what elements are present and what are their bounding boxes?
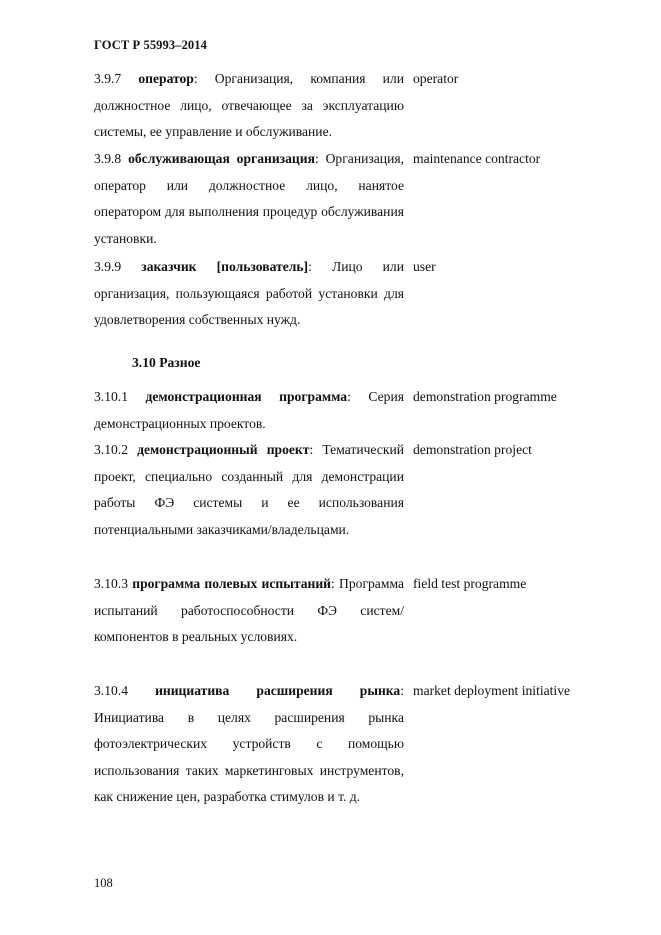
english-term-demonstration-programme: demonstration programme [413, 389, 557, 404]
document-header: ГОСТ Р 55993–2014 [94, 38, 207, 52]
entry-number: 3.10.2 [94, 442, 128, 457]
glossary-entry-3-9-9 [94, 254, 404, 334]
glossary-entry-3-10-3 [94, 571, 404, 651]
entry-number: 3.10.1 [94, 389, 128, 404]
entry-definition: : Лицо или организация, пользующаяся работой установки для удовлетворения собственных нужд. [94, 259, 404, 327]
english-term-user: user [413, 259, 436, 274]
entry-definition: : Организация, компания или должностное лицо, отвечающее за эксплуатацию системы, ее управление и обслуживание. [94, 71, 404, 139]
entry-term: заказчик [пользователь] [141, 259, 309, 274]
english-term-demonstration-project: demonstration project [413, 442, 532, 457]
section-title: 3.10 Разное [132, 355, 201, 370]
entry-definition: : Инициатива в целях расширения рынка фотоэлектрических устройств с помощью использования таких маркетинговых инструментов, как снижение цен, разработка стимулов и т. д. [94, 683, 404, 804]
glossary-entry-3-10-4 [94, 678, 404, 811]
english-term-market-deployment-initiative: market deployment initiative [413, 683, 571, 698]
entry-number: 3.9.9 [94, 259, 122, 274]
entry-term: программа полевых испытаний [132, 576, 331, 591]
entry-definition: : Программа испытаний работоспособности ФЭ систем/компонентов в реальных условиях. [94, 576, 404, 644]
entry-definition: : Тематический проект, специально созданный для демонстрации работы ФЭ системы и ее использования потенциальными заказчиками/владельцами. [94, 442, 404, 537]
entry-term: оператор [138, 71, 194, 86]
entry-definition: : Организация, оператор или должностное лицо, нанятое оператором для выполнения процедур обслуживания установки. [94, 151, 404, 246]
english-term-field-test-programme: field test programme [413, 576, 527, 591]
entry-term: инициатива расширения рынка [155, 683, 401, 698]
glossary-entry-3-9-8 [94, 146, 404, 252]
glossary-entry-3-10-2 [94, 437, 404, 543]
entry-number: 3.10.3 [94, 576, 128, 591]
entry-number: 3.9.7 [94, 71, 122, 86]
english-term-maintenance-contractor: maintenance contractor [413, 151, 541, 166]
english-term-operator: operator [413, 71, 459, 86]
glossary-entry-3-10-1 [94, 384, 404, 437]
entry-term: обслуживающая организация [128, 151, 315, 166]
entry-number: 3.10.4 [94, 683, 128, 698]
entry-definition: : Серия демонстрационных проектов. [94, 389, 404, 431]
entry-number: 3.9.8 [94, 151, 122, 166]
page-number: 108 [94, 876, 113, 890]
glossary-entry-3-9-7 [94, 66, 404, 146]
entry-term: демонстрационная программа [145, 389, 348, 404]
entry-term: демонстрационный проект [137, 442, 310, 457]
